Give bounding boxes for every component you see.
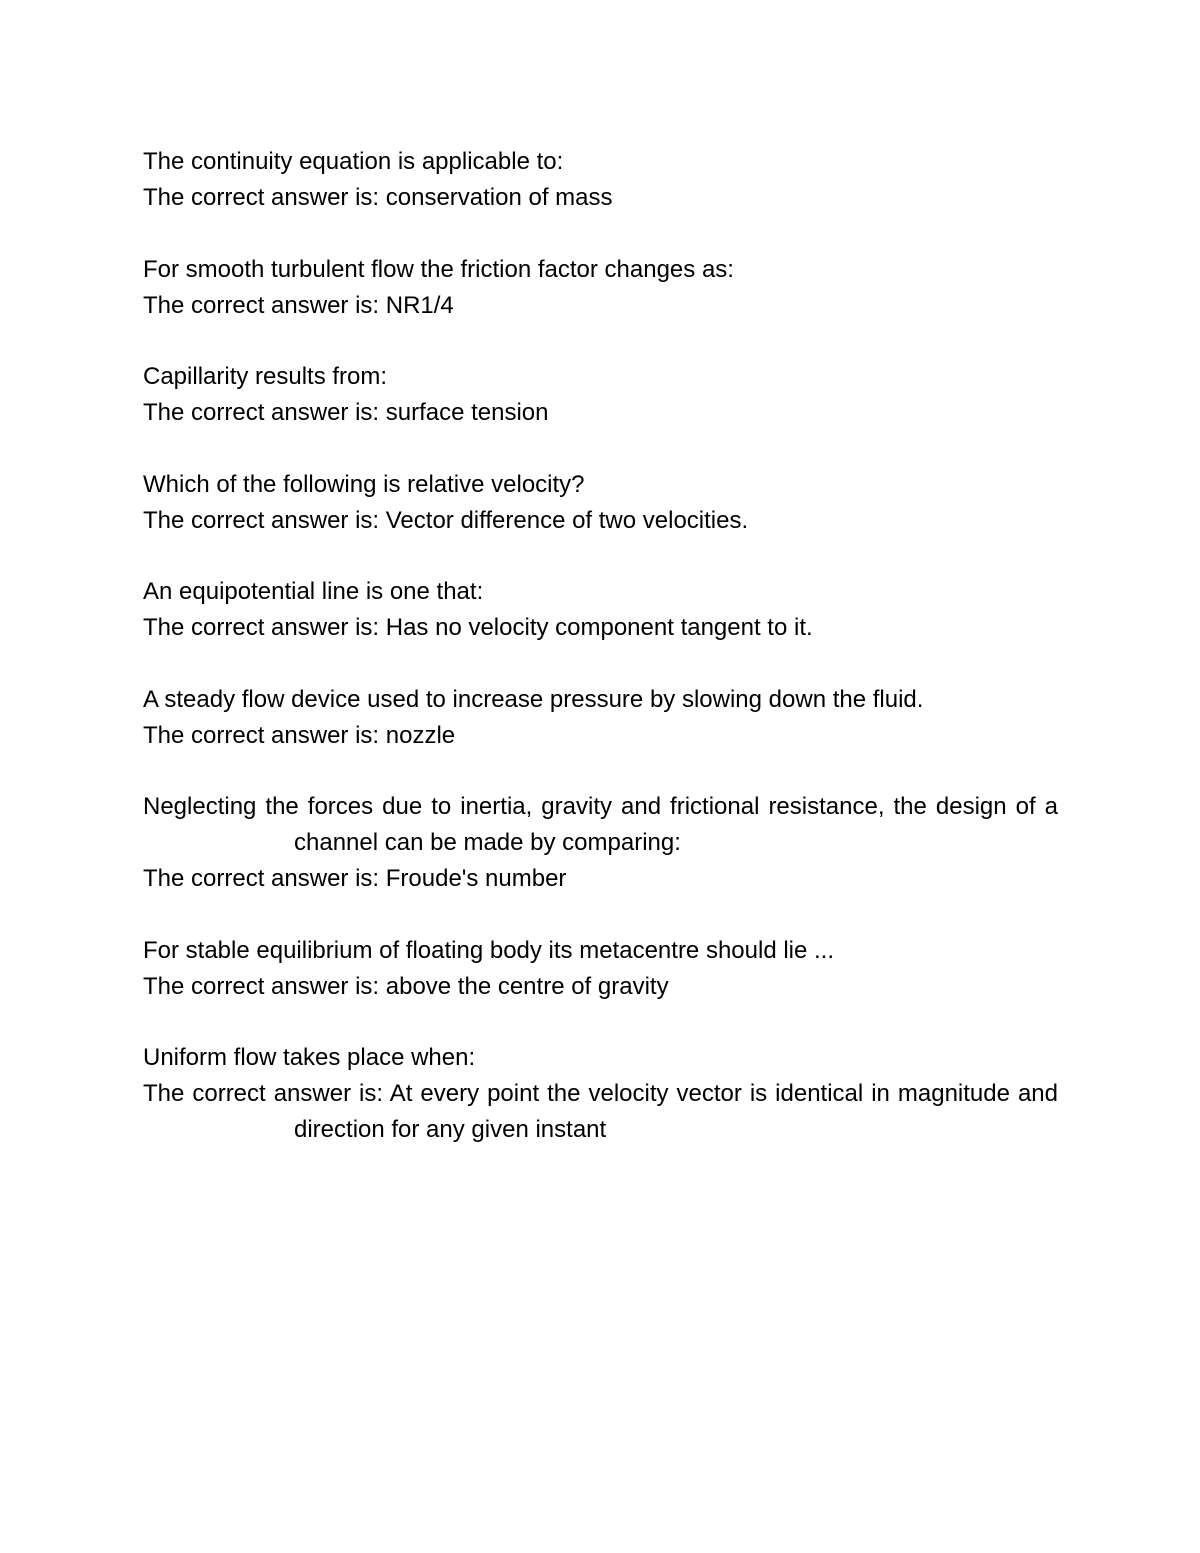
qa-item (143, 682, 1058, 754)
answer-text: The correct answer is: Has no velocity component tangent to it. (143, 614, 813, 641)
answer-text: The correct answer is: NR1/4 (143, 291, 454, 319)
question-text: Uniform flow takes place when: (143, 1044, 476, 1071)
qa-item (143, 359, 1058, 431)
answer-text: The correct answer is: nozzle (143, 721, 456, 749)
qa-item (143, 252, 1058, 324)
question-text: For stable equilibrium of floating body its metacentre should lie ... (143, 936, 835, 964)
question-text: Which of the following is relative velocity? (143, 470, 585, 498)
answer-text: The correct answer is: surface tension (143, 399, 549, 426)
qa-list (143, 144, 1058, 1184)
question-text: An equipotential line is one that: (143, 578, 484, 605)
question-text: A steady flow device used to increase pressure by slowing down the fluid. (143, 685, 924, 713)
question-text: Neglecting the forces due to inertia, gravity and frictional resistance, the design of a channel can be made by comparing: (143, 793, 1058, 856)
question-text: Capillarity results from: (143, 363, 388, 390)
answer-text: The correct answer is: above the centre of gravity (143, 972, 669, 1000)
qa-item (143, 789, 1058, 897)
question-text: The continuity equation is applicable to: (143, 148, 564, 175)
qa-item (143, 574, 1058, 646)
answer-text: The correct answer is: conservation of mass (143, 184, 613, 211)
qa-item (143, 467, 1058, 539)
qa-item (143, 144, 1058, 216)
qa-item (143, 933, 1058, 1005)
answer-text: The correct answer is: Vector difference of two velocities. (143, 506, 749, 534)
answer-text: The correct answer is: At every point the velocity vector is identical in magnitude and direction for any given instant (143, 1080, 1058, 1143)
qa-item (143, 1040, 1058, 1148)
answer-text: The correct answer is: Froude's number (143, 865, 567, 892)
question-text: For smooth turbulent flow the friction factor changes as: (143, 255, 734, 283)
